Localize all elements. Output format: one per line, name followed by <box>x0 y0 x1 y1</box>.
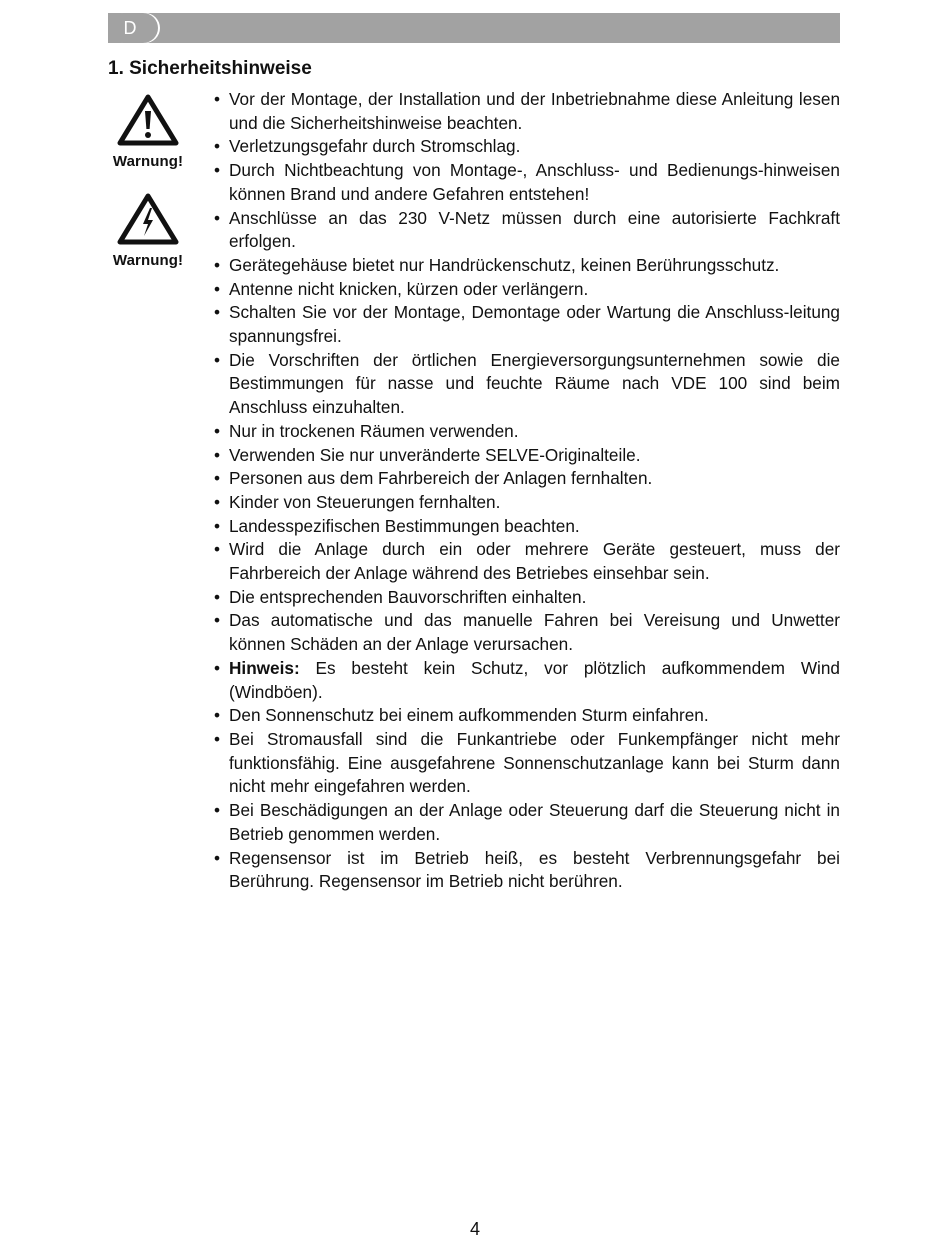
safety-note-item: • Kinder von Steuerungen fernhalten. <box>213 491 840 515</box>
safety-note-item: • Schalten Sie vor der Montage, Demontage oder Wartung die Anschluss-leitung spannungsfrei. <box>213 301 840 348</box>
safety-note-item: • Personen aus dem Fahrbereich der Anlagen fernhalten. <box>213 467 840 491</box>
warning-block-electric <box>108 192 188 269</box>
safety-note-item: • Landesspezifischen Bestimmungen beachten. <box>213 515 840 539</box>
warning-label: Warnung! <box>112 252 184 269</box>
safety-note-item: • Antenne nicht knicken, kürzen oder verlängern. <box>213 278 840 302</box>
safety-note-item: • Die Vorschriften der örtlichen Energieversorgungsunternehmen sowie die Bestimmungen für nasse und feuchte Räume nach VDE 100 sind beim Anschluss einzuhalten. <box>213 349 840 420</box>
safety-note-item: • Verwenden Sie nur unveränderte SELVE-Originalteile. <box>213 444 840 468</box>
safety-note-item: • Bei Stromausfall sind die Funkantriebe oder Funkempfänger nicht mehr funktionsfähig. Eine ausgefahrene Sonnenschutzanlage kann bei Sturm dann nicht mehr eingefahren werden. <box>213 728 840 799</box>
safety-notes-list <box>213 88 840 894</box>
note-text: Es besteht kein Schutz, vor plötzlich aufkommendem Wind (Windböen). <box>229 657 840 702</box>
safety-note-item: • Regensensor ist im Betrieb heiß, es besteht Verbrennungsgefahr bei Berührung. Regensensor im Betrieb nicht berühren. <box>213 847 840 894</box>
note-emphasis: Hinweis: <box>229 657 300 678</box>
section-title: 1. Sicherheitshinweise <box>108 58 312 79</box>
safety-note-item: • Vor der Montage, der Installation und der Inbetriebnahme diese Anleitung lesen und die Sicherheitshinweise beachten. <box>213 88 840 135</box>
safety-note-item: • Anschlüsse an das 230 V-Netz müssen durch eine autorisierte Fachkraft erfolgen. <box>213 207 840 254</box>
page-number: 4 <box>469 1219 480 1239</box>
safety-note-item <box>213 657 840 704</box>
safety-note-item: • Bei Beschädigungen an der Anlage oder Steuerung darf die Steuerung nicht in Betrieb genommen werden. <box>213 799 840 846</box>
safety-note-item: • Gerätegehäuse bietet nur Handrückenschutz, keinen Berührungsschutz. <box>213 254 840 278</box>
language-tab: D <box>108 13 158 43</box>
safety-note-item: • Durch Nichtbeachtung von Montage-, Anschluss- und Bedienungs-hinweisen können Brand und andere Gefahren entstehen! <box>213 159 840 206</box>
general-warning-triangle-icon <box>116 93 180 147</box>
warning-block-general <box>108 93 188 170</box>
safety-note-item: • Das automatische und das manuelle Fahren bei Vereisung und Unwetter können Schäden an der Anlage verursachen. <box>213 609 840 656</box>
safety-note-item: • Nur in trockenen Räumen verwenden. <box>213 420 840 444</box>
safety-note-item: • Wird die Anlage durch ein oder mehrere Geräte gesteuert, muss der Fahrbereich der Anlage während des Betriebes einsehbar sein. <box>213 538 840 585</box>
safety-note-item: • Die entsprechenden Bauvorschriften einhalten. <box>213 586 840 610</box>
safety-note-item: • Den Sonnenschutz bei einem aufkommenden Sturm einfahren. <box>213 704 840 728</box>
safety-note-item: • Verletzungsgefahr durch Stromschlag. <box>213 135 840 159</box>
electric-shock-warning-icon <box>116 192 180 246</box>
language-header-bar <box>108 13 840 43</box>
warning-label: Warnung! <box>112 153 184 170</box>
